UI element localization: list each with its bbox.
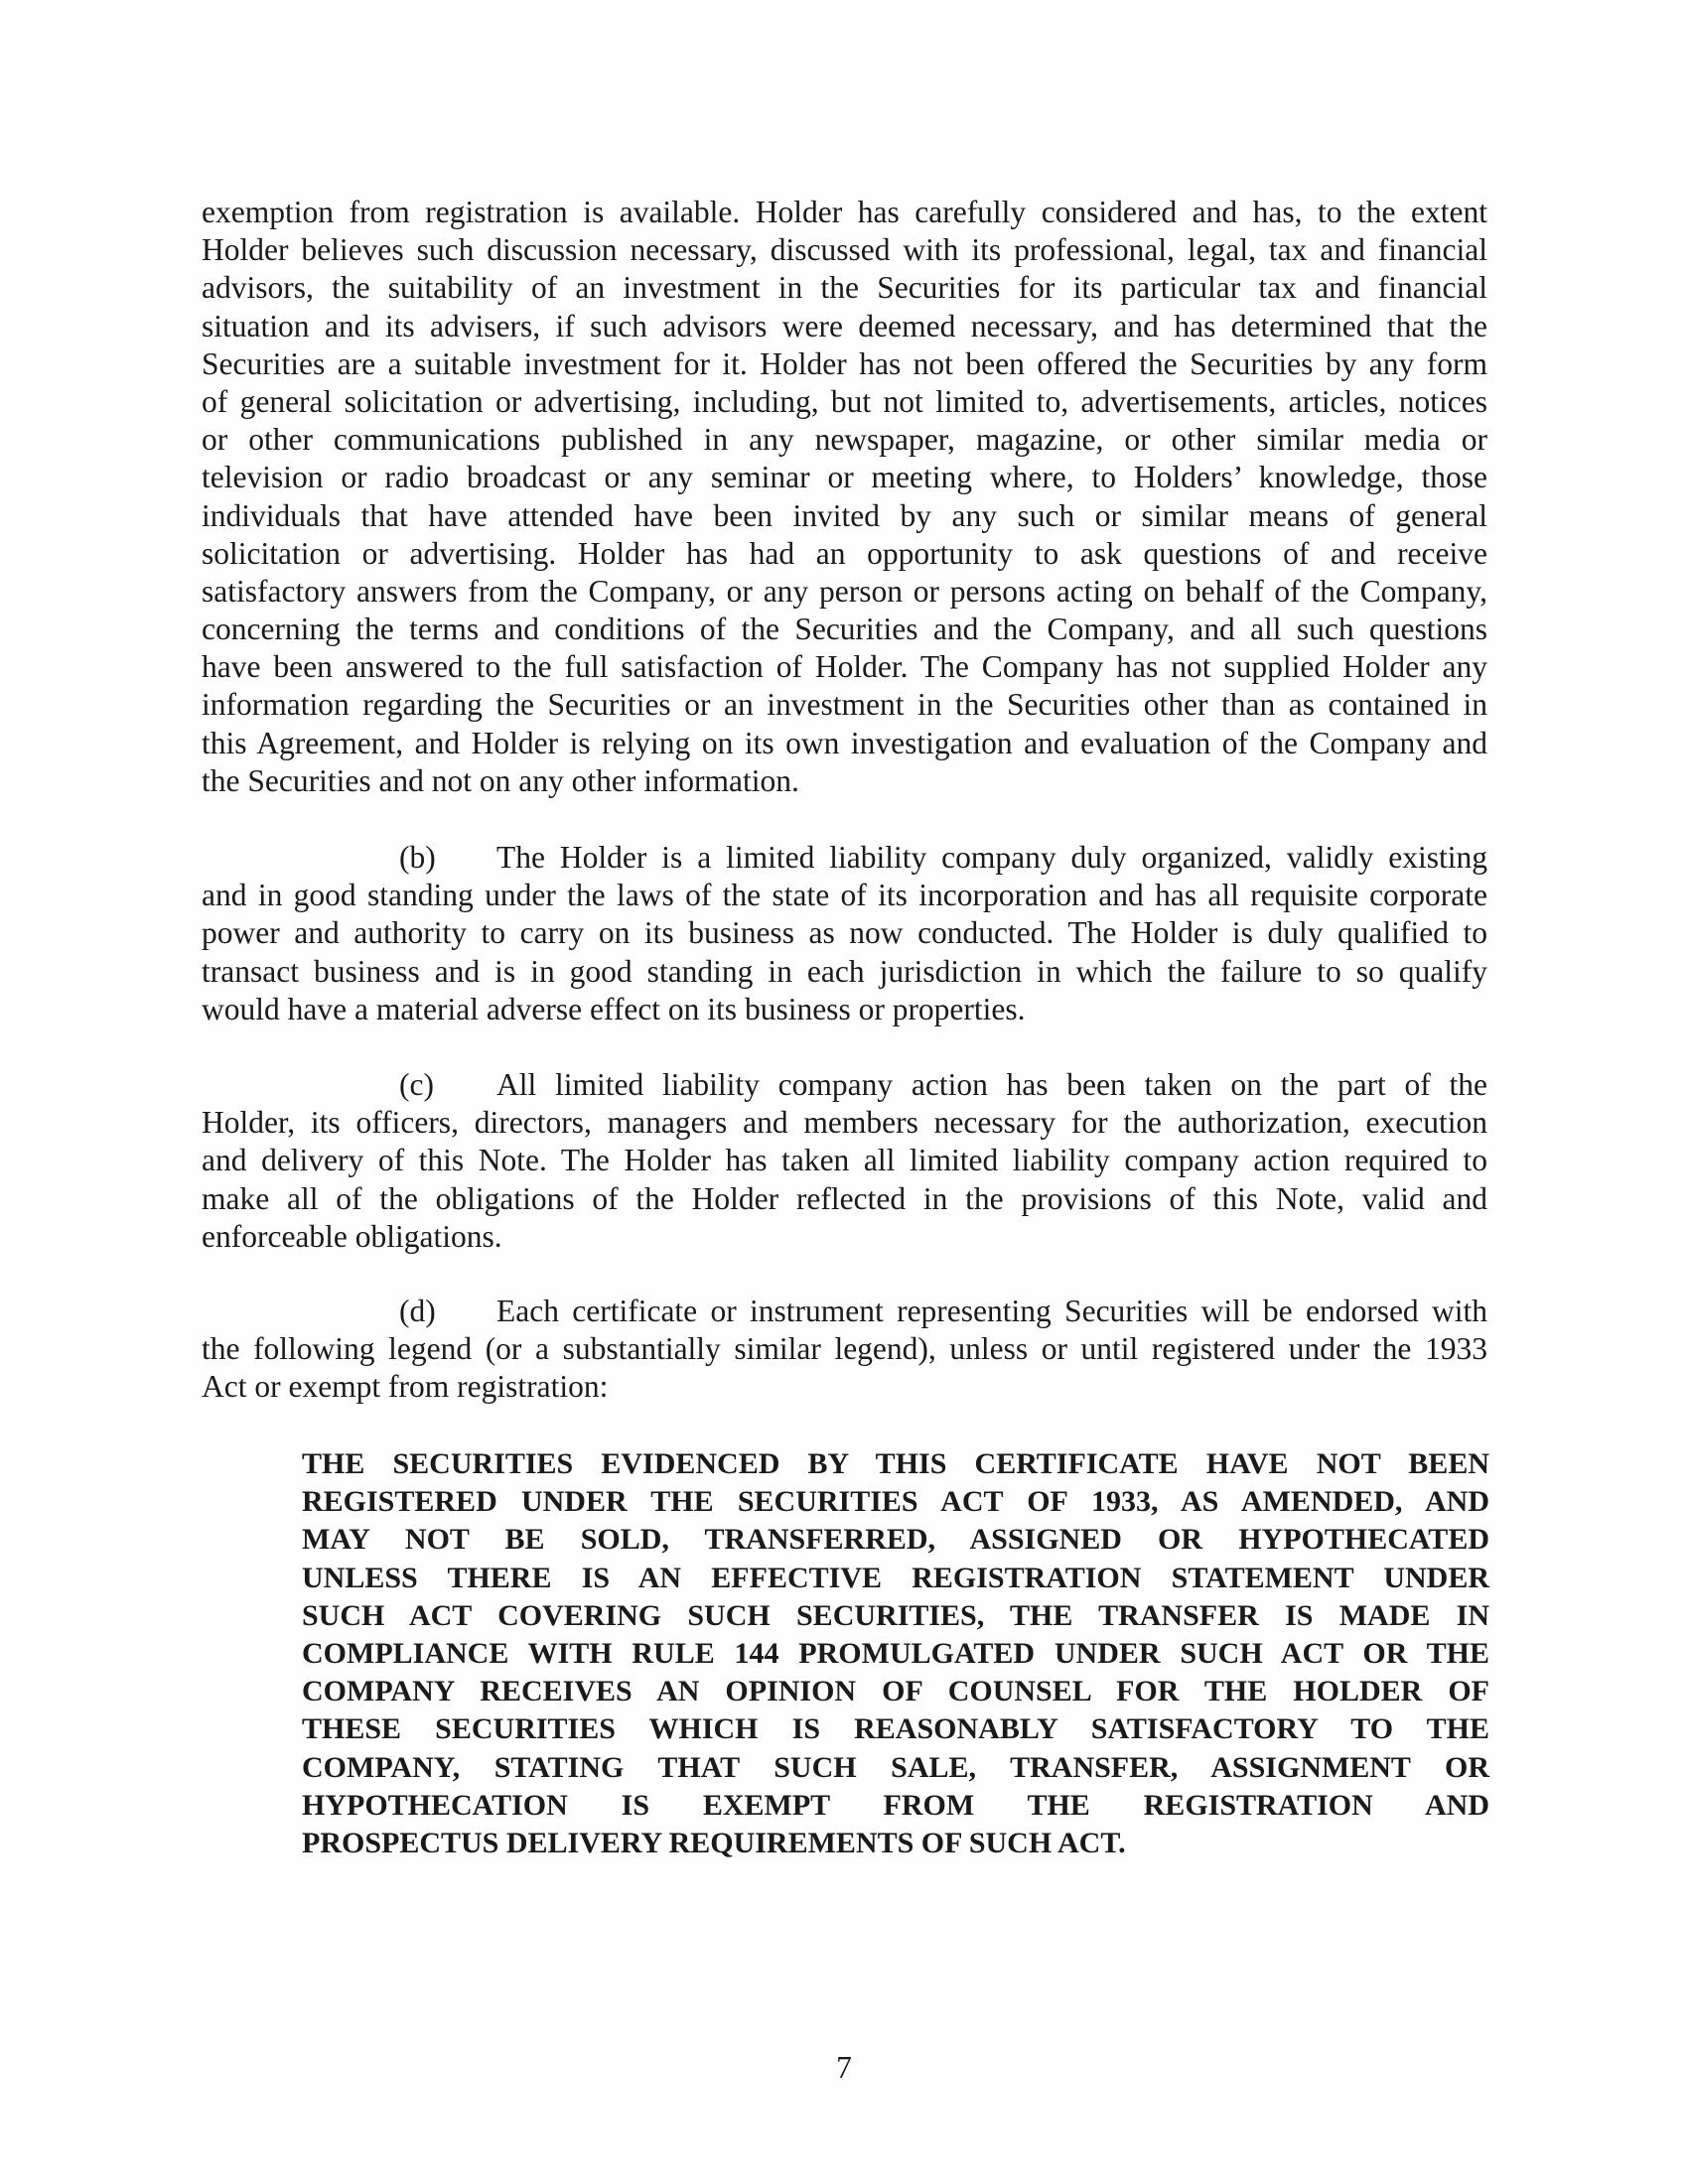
text-line-content: enforceable obligations. [202, 1218, 502, 1254]
text-line [202, 648, 1487, 686]
text-line-content: or other communications published in any newspaper, magazine, or other similar media or [202, 422, 1487, 458]
text-line-content: The Holder is a limited liability company duly organized, validly existing [496, 840, 1487, 875]
text-line [202, 914, 1487, 952]
text-line [202, 1066, 1487, 1104]
text-line-content: Holder, its officers, directors, managers and members necessary for the authorization, execution [202, 1105, 1487, 1141]
text-line [202, 991, 1487, 1028]
text-line-content: have been answered to the full satisfaction of Holder. The Company has not supplied Holder any [202, 649, 1487, 685]
text-line [202, 308, 1487, 345]
text-line-content: advisors, the suitability of an investment in the Securities for its particular tax and financial [202, 270, 1487, 306]
text-line [202, 573, 1487, 611]
paragraph-b-organization [202, 839, 1487, 1028]
text-line-content: exemption from registration is available. Holder has carefully considered and has, to the extent [202, 195, 1487, 229]
text-line-content: Each certificate or instrument representing Securities will be endorsed with [496, 1294, 1487, 1328]
text-line-content: make all of the obligations of the Holder reflected in the provisions of this Note, valid and [202, 1180, 1487, 1216]
text-line-content: satisfactory answers from the Company, or any person or persons acting on behalf of the Company, [202, 573, 1487, 609]
text-line [202, 1293, 1487, 1330]
text-line [202, 725, 1487, 762]
legend-line: COMPANY, STATING THAT SUCH SALE, TRANSFER, ASSIGNMENT OR [302, 1750, 1489, 1784]
text-line [202, 194, 1487, 231]
securities-legend [302, 1445, 1489, 1862]
text-line-content: solicitation or advertising. Holder has had an opportunity to ask questions of and receive [202, 535, 1487, 571]
text-line-content: concerning the terms and conditions of the Securities and the Company, and all such questions [202, 612, 1487, 647]
text-line [202, 953, 1487, 991]
text-line-content: individuals that have attended have been invited by any such or similar means of general [202, 497, 1487, 533]
text-line-content: would have a material adverse effect on its business or properties. [202, 991, 1026, 1026]
text-line [202, 1142, 1487, 1179]
text-line [202, 1104, 1487, 1142]
legend-line: COMPANY RECEIVES AN OPINION OF COUNSEL FOR THE HOLDER OF [302, 1675, 1489, 1708]
text-line-content: the following legend (or a substantially similar legend), unless or until registered under the 1933 [202, 1331, 1487, 1367]
text-line-content: and in good standing under the laws of the state of its incorporation and has all requisite corporate [202, 878, 1487, 913]
paragraph-investment-representation [202, 194, 1487, 800]
text-line-content: Act or exempt from registration: [202, 1369, 609, 1405]
text-line [202, 762, 1487, 800]
text-line [202, 459, 1487, 496]
legend-line: HYPOTHECATION IS EXEMPT FROM THE REGISTRATION AND [302, 1788, 1489, 1822]
text-line-content: transact business and is in good standing in each jurisdiction in which the failure to so qualify [202, 953, 1487, 989]
text-line-content: television or radio broadcast or any seminar or meeting where, to Holders’ knowledge, those [202, 460, 1487, 495]
paragraph-d-legend-intro [202, 1293, 1487, 1407]
legend-line: SUCH ACT COVERING SUCH SECURITIES, THE TRANSFER IS MADE IN [302, 1598, 1489, 1632]
legend-line: REGISTERED UNDER THE SECURITIES ACT OF 1933, AS AMENDED, AND [302, 1485, 1489, 1519]
text-line [202, 383, 1487, 421]
text-line-content: All limited liability company action has been taken on the part of the [496, 1067, 1487, 1102]
text-line [202, 611, 1487, 648]
text-line-content: information regarding the Securities or an investment in the Securities other than as contained in [202, 687, 1487, 723]
page-number: 7 [836, 2050, 852, 2085]
legend-line: PROSPECTUS DELIVERY REQUIREMENTS OF SUCH ACT. [302, 1826, 1126, 1859]
text-line [202, 686, 1487, 724]
paragraph-label: (b) [399, 840, 436, 875]
text-line [202, 1218, 1487, 1256]
text-line-content: Securities are a suitable investment for it. Holder has not been offered the Securities by any form [202, 345, 1487, 381]
text-line-content: and delivery of this Note. The Holder has taken all limited liability company action required to [202, 1143, 1487, 1178]
text-line [202, 535, 1487, 573]
text-line [202, 1368, 1487, 1406]
text-line [202, 231, 1487, 269]
paragraph-c-authorization [202, 1066, 1487, 1256]
legend-line: THE SECURITIES EVIDENCED BY THIS CERTIFICATE HAVE NOT BEEN [302, 1447, 1489, 1480]
text-line-content: of general solicitation or advertising, including, but not limited to, advertisements, articles, notices [202, 383, 1487, 419]
text-line-content: the Securities and not on any other information. [202, 762, 799, 798]
text-line-content: power and authority to carry on its business as now conducted. The Holder is duly qualified to [202, 915, 1487, 951]
legend-line: COMPLIANCE WITH RULE 144 PROMULGATED UNDER SUCH ACT OR THE [302, 1636, 1489, 1670]
text-line [202, 1180, 1487, 1218]
paragraph-label: (d) [399, 1294, 436, 1328]
text-line [202, 877, 1487, 914]
text-line-content: Holder believes such discussion necessary, discussed with its professional, legal, tax and financial [202, 232, 1487, 268]
text-line [202, 345, 1487, 383]
text-line [202, 497, 1487, 535]
text-line [202, 421, 1487, 459]
text-line-content: situation and its advisers, if such advisors were deemed necessary, and has determined that the [202, 308, 1487, 343]
legend-line: THESE SECURITIES WHICH IS REASONABLY SATISFACTORY TO THE [302, 1712, 1489, 1746]
text-line [202, 269, 1487, 307]
paragraph-label: (c) [399, 1067, 434, 1102]
text-line [202, 1330, 1487, 1368]
text-line-content: this Agreement, and Holder is relying on its own investigation and evaluation of the Company and [202, 725, 1487, 760]
legend-line: MAY NOT BE SOLD, TRANSFERRED, ASSIGNED OR HYPOTHECATED [302, 1523, 1489, 1557]
text-line [202, 839, 1487, 877]
legend-line: UNLESS THERE IS AN EFFECTIVE REGISTRATION STATEMENT UNDER [302, 1561, 1489, 1594]
